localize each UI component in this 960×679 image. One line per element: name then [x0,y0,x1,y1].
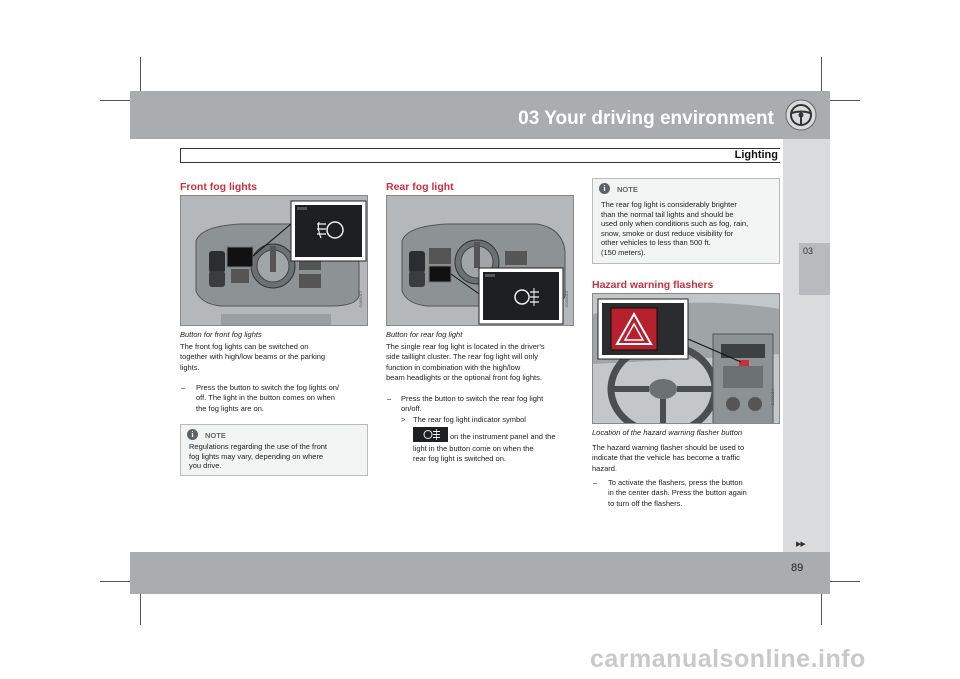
continue-arrows-icon: ▶▶ [796,541,805,548]
text-line: rear fog light is switched on. [413,454,506,464]
text-line: Press the button to switch the rear fog light [401,394,544,403]
heading-hazard-warning-flashers: Hazard warning flashers [592,279,714,291]
note-text [189,442,327,471]
note-box-rear-fog [592,178,780,264]
result-line: on the instrument panel and the [450,432,556,441]
chapter-title: 03 Your driving environment [518,108,774,129]
paragraph [386,342,545,384]
figure-caption: Location of the hazard warning flasher button [592,428,743,437]
step-dash: – [387,394,392,403]
figure-rear-fog-button [386,195,574,326]
step-dash: – [181,383,186,392]
text-line: The rear fog light is considerably brighter [601,200,737,209]
text-line: together with high/low beams or the parking [180,352,326,362]
paragraph [180,342,325,373]
text-line: on/off. [401,404,422,414]
text-line: side taillight cluster. The rear fog light will only [386,352,539,362]
dashboard-illustration [593,294,780,424]
headlight-switch-illustration [181,196,368,326]
text-line: used only when conditions such as fog, rain, [601,219,749,229]
text-line: Regulations regarding the use of the front [189,442,328,451]
step-text [196,383,339,414]
text-line: Press the button to switch the fog lights on/ [196,383,339,392]
text-line: indicate that the vehicle has become a traffic [592,453,740,463]
chapter-tab-strip [783,139,830,552]
text-line: other vehicles to less than 500 ft. [601,238,711,248]
result-line: The rear fog light indicator symbol [413,415,526,424]
text-line: The single rear fog light is located in the driver's [386,342,545,351]
text-line: lights. [180,362,200,372]
figure-hazard-button-location [592,293,780,424]
heading-rear-fog-light: Rear fog light [386,181,454,193]
text-line: light in the button come on when the [413,444,534,453]
figure-code: G000014 [770,389,775,406]
figure-caption: Button for rear fog light [386,330,463,339]
text-line: than the normal tail lights and should be [601,209,734,219]
note-box-front-fog [180,424,368,476]
figure-caption: Button for front fog lights [180,330,262,339]
headlight-switch-illustration [387,196,574,326]
text-line: beam headlights or the optional front fog lights. [386,373,542,383]
footer-band [130,552,830,594]
result-text [413,444,534,465]
text-line: The front fog lights can be switched on [180,342,309,351]
page-number: 89 [791,562,804,574]
text-line: snow, smoke or dust reduce visibility for [601,228,734,238]
step-text [401,394,543,415]
paragraph [592,443,744,474]
chapter-tab-number: 03 [803,246,814,256]
text-line: hazard. [592,463,618,473]
note-label: NOTE [617,185,638,194]
result-marker: > [401,415,406,424]
text-line: you drive. [189,461,222,471]
figure-code: G000013 [564,291,569,308]
text-line: The hazard warning flasher should be used to [592,443,745,452]
note-text [601,200,748,258]
heading-front-fog-lights: Front fog lights [180,181,257,193]
watermark: carmanualsonline.info [590,645,866,673]
note-label: NOTE [205,431,226,440]
text-line: fog lights may vary, depending on where [189,451,324,461]
info-icon: i [599,183,610,194]
section-bar [180,148,780,163]
figure-front-fog-button [180,195,368,326]
step-dash: – [593,478,598,487]
text-line: the fog lights are on. [196,403,264,413]
section-title: Lighting [734,149,778,161]
rear-fog-indicator-icon [413,427,448,442]
info-icon: i [187,429,198,440]
text-line: function in combination with the high/low [386,362,521,372]
text-line: off. The light in the button comes on when [196,393,335,403]
text-line: in the center dash. Press the button again [608,488,747,498]
text-line: to turn off the flashers. [608,498,683,508]
steering-wheel-icon [784,98,818,132]
text-line: To activate the flashers, press the button [608,478,743,487]
step-text [608,478,747,509]
text-line: (150 meters). [601,247,646,257]
figure-code: G000012 [358,291,363,308]
